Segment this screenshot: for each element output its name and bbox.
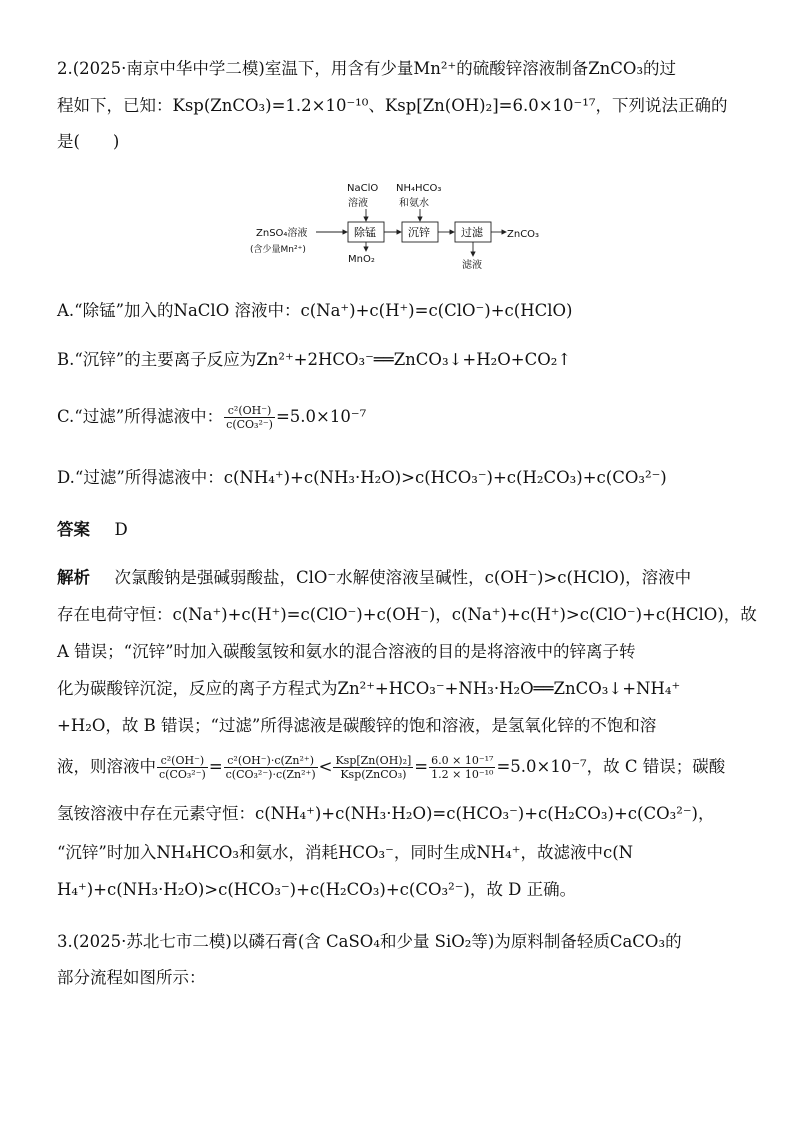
reagent-naclo-solution-label: 溶液 [348, 198, 368, 209]
analysis-equals-2: = [414, 757, 429, 776]
option-c [57, 397, 366, 437]
analysis-line-2: 存在电荷守恒：c(Na⁺)+c(H⁺)=c(ClO⁻)+c(OH⁻)，c(Na⁺)+c(H⁺)>c(ClO⁻)+c(HClO)，故 [57, 605, 757, 624]
analysis-fraction-3 [333, 754, 413, 781]
analysis-fraction-1 [157, 754, 208, 781]
answer-label: 答案 [57, 520, 90, 539]
analysis-fraction-1-num: c²(OH⁻) [157, 754, 208, 768]
question-2-line-3: 是( ) [57, 132, 120, 151]
analysis-equals-1: = [208, 757, 223, 776]
analysis-line-1 [57, 567, 691, 589]
analysis-line-4: 化为碳酸锌沉淀，反应的离子方程式为Zn²⁺+HCO₃⁻+NH₃·H₂O══ZnCO₃↓+NH₄⁺ [57, 679, 681, 698]
reagent-nh4hco3-label: NH₄HCO₃ [396, 183, 442, 194]
start-material-impurity-label: (含少量Mn²⁺) [250, 245, 306, 255]
analysis-fraction-3-den: Ksp(ZnCO₃) [340, 768, 407, 781]
option-c-suffix: =5.0×10⁻⁷ [275, 407, 367, 426]
analysis-fraction-4-num: 6.0 × 10⁻¹⁷ [431, 754, 494, 767]
analysis-line-6 [57, 747, 725, 787]
option-b: B.“沉锌”的主要离子反应为Zn²⁺+2HCO₃⁻══ZnCO₃↓+H₂O+CO₂↑ [57, 350, 572, 369]
answer-value: D [114, 520, 128, 539]
option-c-prefix: C.“过滤”所得滤液中： [57, 407, 224, 426]
question-3-line-2: 部分流程如图所示： [57, 968, 206, 987]
answer-line [57, 519, 128, 541]
step-precipitate-zn-label: 沉锌 [408, 226, 430, 239]
analysis-label: 解析 [57, 568, 90, 587]
product-label: ZnCO₃ [507, 229, 540, 240]
analysis-fraction-4-den: 1.2 × 10⁻¹⁰ [431, 768, 494, 781]
analysis-less-than: < [318, 757, 333, 776]
byproduct-filtrate-label: 滤液 [462, 260, 482, 271]
analysis-text-1: 次氯酸钠是强碱弱酸盐，ClO⁻水解使溶液呈碱性，c(OH⁻)>c(HClO)，溶液中 [114, 568, 692, 587]
question-2-line-1: 2.(2025·南京中华中学二模)室温下，用含有少量Mn²⁺的硫酸锌溶液制备ZnCO₃的过 [57, 59, 677, 78]
byproduct-mno2-label: MnO₂ [348, 254, 375, 265]
reagent-ammonia-label: 和氨水 [399, 198, 429, 209]
analysis-fraction-4 [429, 754, 495, 781]
analysis-line-9: H₄⁺)+c(NH₃·H₂O)>c(HCO₃⁻)+c(H₂CO₃)+c(CO₃²⁻)，故 D 正确。 [57, 880, 577, 899]
analysis-fraction-1-den: c(CO₃²⁻) [159, 768, 206, 781]
option-c-denominator: c(CO₃²⁻) [226, 418, 273, 431]
question-2-line-2: 程如下，已知：Ksp(ZnCO₃)=1.2×10⁻¹⁰、Ksp[Zn(OH)₂]=6.0×10⁻¹⁷，下列说法正确的 [57, 96, 728, 115]
option-c-fraction [224, 404, 275, 431]
analysis-line-3: A 错误；“沉锌”时加入碳酸氢铵和氨水的混合溶液的目的是将溶液中的锌离子转 [57, 642, 636, 661]
step-filter-label: 过滤 [461, 226, 483, 239]
reagent-naclo-label: NaClO [347, 183, 379, 194]
analysis-fraction-2-den: c(CO₃²⁻)·c(Zn²⁺) [225, 768, 316, 781]
analysis-fraction-2 [224, 754, 318, 781]
option-c-numerator: c²(OH⁻) [224, 404, 275, 418]
step-remove-mn-label: 除锰 [354, 226, 376, 239]
analysis-l6-prefix: 液，则溶液中 [57, 757, 156, 776]
analysis-l6-suffix: =5.0×10⁻⁷，故 C 错误；碳酸 [496, 757, 726, 776]
analysis-line-8: “沉锌”时加入NH₄HCO₃和氨水，消耗HCO₃⁻，同时生成NH₄⁺，故滤液中c(N [57, 843, 634, 862]
analysis-fraction-2-num: c²(OH⁻)·c(Zn²⁺) [224, 754, 318, 768]
option-d: D.“过滤”所得滤液中：c(NH₄⁺)+c(NH₃·H₂O)>c(HCO₃⁻)+c(H₂CO₃)+c(CO₃²⁻) [57, 468, 667, 487]
analysis-line-5: +H₂O，故 B 错误；“过滤”所得滤液是碳酸锌的饱和溶液，是氢氧化锌的不饱和溶 [57, 716, 657, 735]
question-3-line-1: 3.(2025·苏北七市二模)以磷石膏(含 CaSO₄和少量 SiO₂等)为原料制备轻质CaCO₃的 [57, 932, 682, 951]
start-material-label: ZnSO₄溶液 [256, 228, 308, 239]
option-a: A.“除锰”加入的NaClO 溶液中：c(Na⁺)+c(H⁺)=c(ClO⁻)+c(HClO) [57, 301, 573, 320]
process-flow-diagram [250, 178, 560, 273]
analysis-line-7: 氢铵溶液中存在元素守恒：c(NH₄⁺)+c(NH₃·H₂O)=c(HCO₃⁻)+c(H₂CO₃)+c(CO₃²⁻)， [57, 804, 715, 823]
analysis-fraction-3-num: Ksp[Zn(OH)₂] [335, 754, 412, 767]
